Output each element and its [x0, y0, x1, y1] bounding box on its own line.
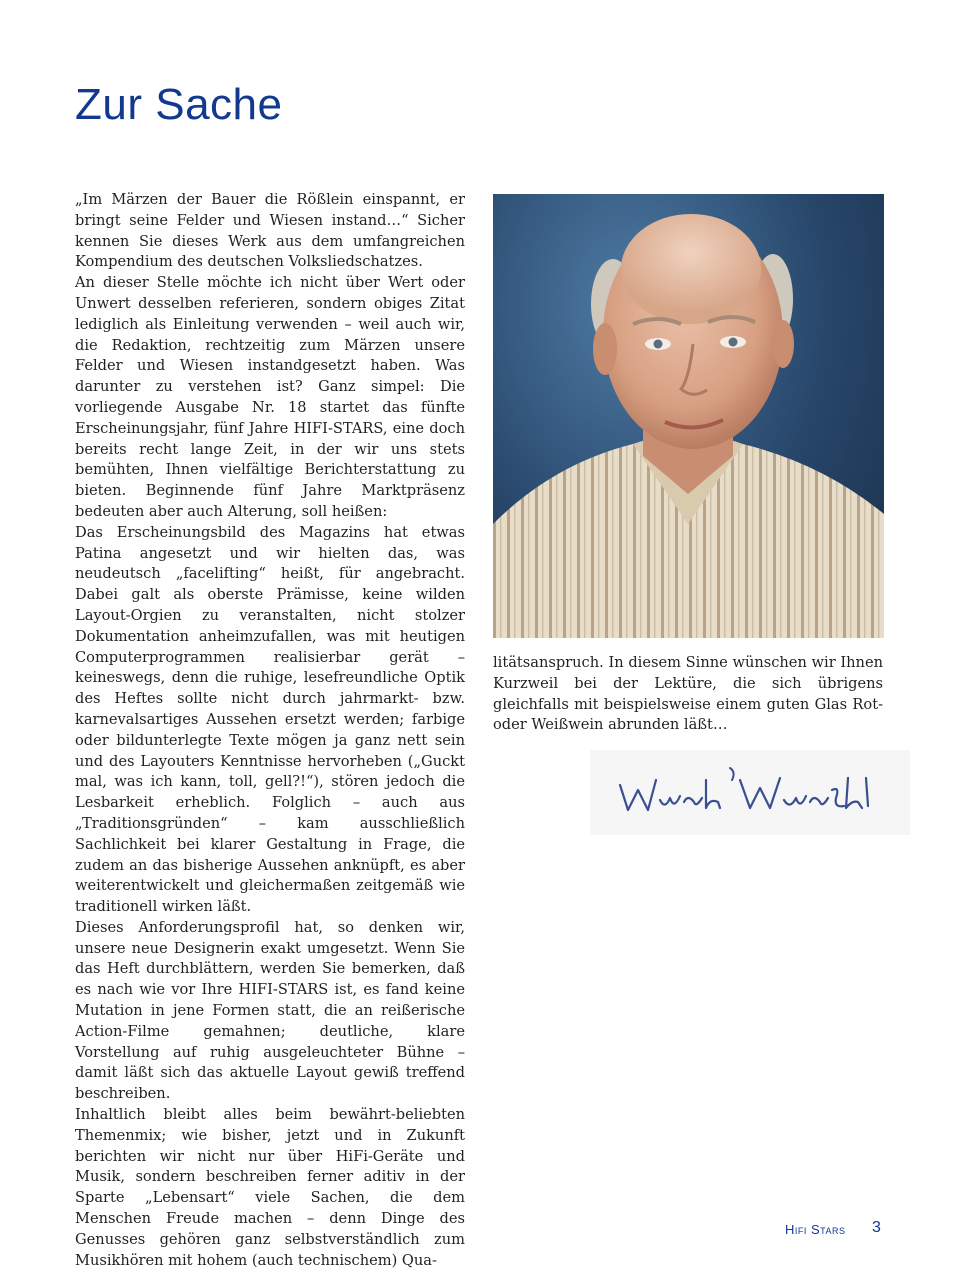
page-number: 3	[872, 1219, 881, 1236]
article-body-left	[75, 190, 465, 1271]
paragraph-5: Inhaltlich bleibt alles beim bewährt-beliebten Themenmix; wie bisher, jetzt und in Zukunft berichten wir nicht nur über HiFi-Geräte und Musik, sondern beschreiben ferner aditiv in der Sparte „Lebensart“ viele Sachen, die dem Menschen Freude machen – denn Dinge des Genusses gehören ganz selbstverständlich zum Musikhören mit hohem (auch technischem) Qua-	[75, 1106, 465, 1269]
signature	[590, 750, 910, 835]
signature-handwriting	[590, 750, 910, 835]
page-title: Zur Sache	[75, 80, 283, 129]
paragraph-continued: litätsanspruch. In diesem Sinne wünschen wir Ihnen Kurzweil bei der Lektüre, die sich übrigens gleichfalls mit beispielsweise einem guten Glas Rot- oder Weißwein abrunden läßt…	[493, 654, 883, 734]
paragraph-4: Dieses Anforderungsprofil hat, so denken wir, unsere neue Designerin exakt umgesetzt. Wenn Sie das Heft durchblättern, werden Sie bemerken, daß es nach wie vor Ihre HIFI-STARS ist, es fand keine Mutation in jene Formen statt, die an reißerische Action-Filme gemahnen; deutliche, klare Vorstellung auf ruhig ausgeleuchteter Bühne – damit läßt sich das aktuelle Layout gewiß treffend beschreiben.	[75, 918, 465, 1103]
paragraph-1: „Im Märzen der Bauer die Rößlein einspannt, er bringt seine Felder und Wiesen instand…“ Sicher kennen Sie dieses Werk aus dem umfangreichen Kompendium des deutschen Volksliedschatzes.	[75, 191, 465, 271]
paragraph-3: Das Erscheinungsbild des Magazins hat etwas Patina angesetzt und wir hielten das, was neudeutsch „facelifting“ heißt, für angebracht. Dabei galt als oberste Prämisse, keine wilden Layout-Orgien zu veranstalten, nicht stolzer Dokumentation anheimzufallen, was mit heutigen Computerprogrammen realisierbar gerät – keineswegs, denn die ruhige, lesefreundliche Optik des Heftes sollte nicht durch jahrmarkt- bzw. karnevalsartiges Aussehen ersetzt werden; farbige oder bildunterlegte Texte mögen ja ganz nett sein und des Layouters Kenntnisse hervorheben („Guckt mal, was ich kann, toll, gell?!“), stören jedoch die Lesbarkeit erheblich. Folglich – auch aus „Traditionsgründen“ – kam ausschließlich Sachlichkeit bei klarer Gestaltung in Frage, die zudem an das bisherige Aussehen anknüpft, es aber weiterentwickelt und gleichermaßen zeitgemäß wie traditionell wirken läßt.	[75, 523, 465, 916]
footer-brand: Hifi Stars	[785, 1222, 846, 1237]
author-portrait-photo	[493, 194, 884, 638]
article-body-right	[493, 653, 883, 736]
paragraph-2: An dieser Stelle möchte ich nicht über Wert oder Unwert desselben referieren, sondern obiges Zitat lediglich als Einleitung verwenden – weil auch wir, die Redaktion, rechtzeitig zum Märzen unsere Felder und Wiesen instandgesetzt haben. Was darunter zu verstehen ist? Ganz simpel: Die vorliegende Ausgabe Nr. 18 startet das fünfte Erscheinungsjahr, fünf Jahre HIFI-STARS, eine doch bereits recht lange Zeit, in der wir uns stets bemühten, Ihnen vielfältige Berichterstattung zu bieten. Beginnende fünf Jahre Marktpräsenz bedeuten aber auch Alterung, soll heißen:	[75, 274, 465, 520]
